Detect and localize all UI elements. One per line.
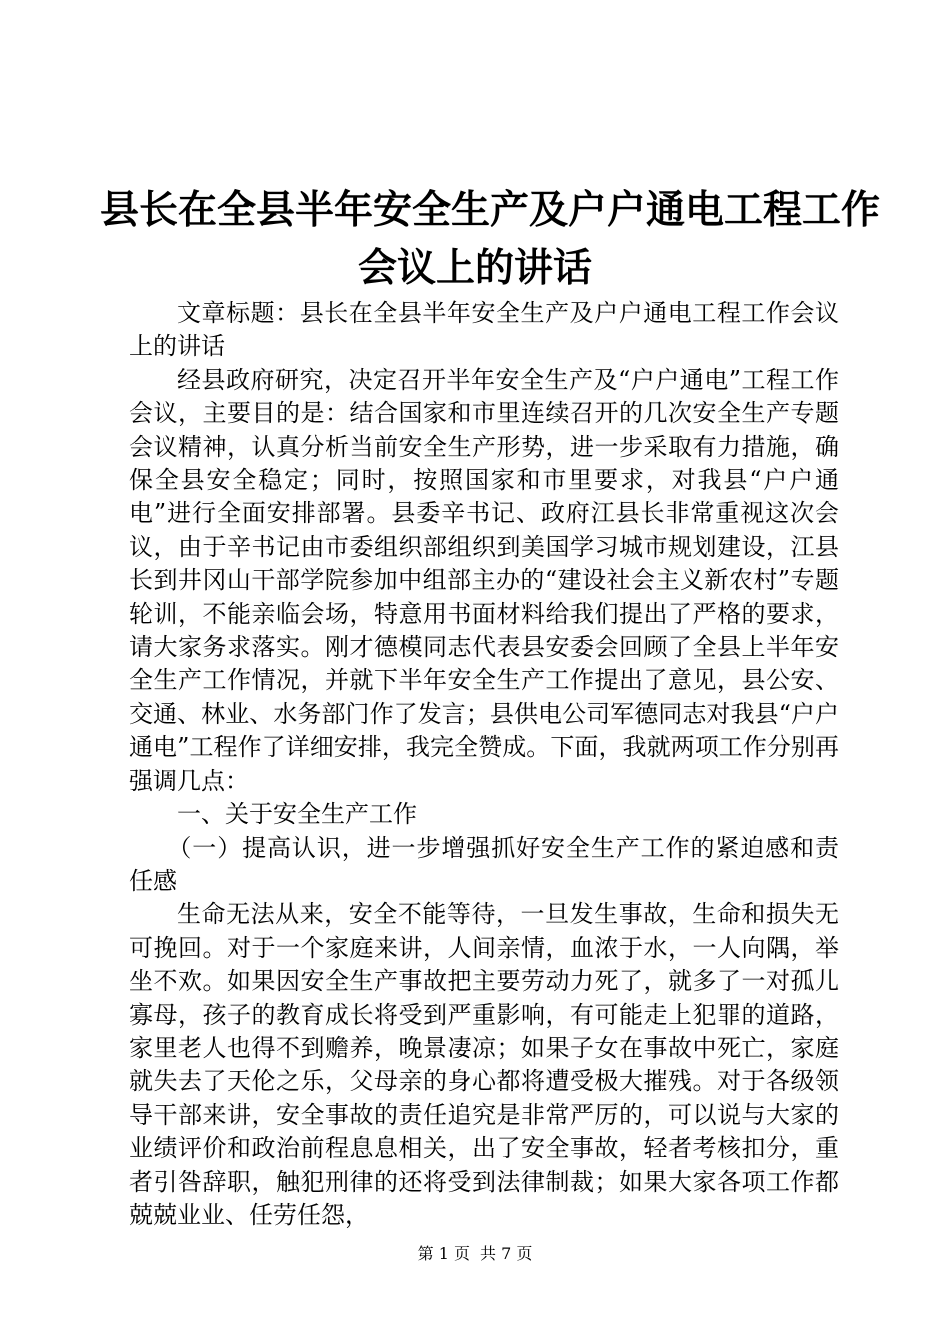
paragraph-intro: 经县政府研究，决定召开半年安全生产及“户户通电”工程工作会议，主要目的是：结合国家和市里连续召开的几次安全生产专题会议精神，认真分析当前安全生产形势，进一步采取有力措施，确保全县安全稳定；同时，按照国家和市里要求，对我县“户户通电”进行全面安排部署。县委辛书记、政府江县长非常重视这次会议，由于辛书记由市委组织部组织到美国学习城市规划建设，江县长到井冈山干部学院参加中组部主办的“建设社会主义新农村”专题轮训，不能亲临会场，特意用书面材料给我们提出了严格的要求，请大家务求落实。刚才德模同志代表县安委会回顾了全县上半年安全生产工作情况，并就下半年安全生产工作提出了意见，县公安、交通、林业、水务部门作了发言；县供电公司军德同志对我县“户户通电”工程作了详细安排，我完全赞成。下面，我就两项工作分别再强调几点： (129, 365, 839, 795)
document-title-line-1: 县长在全县半年安全生产及户户通电工程工作 (100, 188, 881, 233)
subsection-heading: （一）提高认识，进一步增强抓好安全生产工作的紧迫感和责任感 (129, 833, 839, 895)
page-total: 共 7 页 (480, 1244, 533, 1263)
paragraph-article-title: 文章标题：县长在全县半年安全生产及户户通电工程工作会议上的讲话 (129, 299, 839, 361)
page-footer (0, 1245, 950, 1263)
document-title-line-2: 会议上的讲话 (357, 246, 592, 291)
section-heading: 一、关于安全生产工作 (177, 800, 417, 829)
paragraph-body: 生命无法从来，安全不能等待，一旦发生事故，生命和损失无可挽回。对于一个家庭来讲，人间亲情，血浓于水，一人向隅，举坐不欢。如果因安全生产事故把主要劳动力死了，就多了一对孤儿寡母，孩子的教育成长将受到严重影响，有可能走上犯罪的道路，家里老人也得不到赡养，晚景凄凉；如果子女在事故中死亡，家庭就失去了天伦之乐，父母亲的身心都将遭受极大摧残。对于各级领导干部来讲，安全事故的责任追究是非常严厉的，可以说与大家的业绩评价和政治前程息息相关，出了安全事故，轻者考核扣分，重者引咎辞职，触犯刑律的还将受到法律制裁；如果大家各项工作都兢兢业业、任劳任怨， (129, 900, 839, 1229)
document-body (129, 297, 839, 1232)
page-number: 第 1 页 (417, 1244, 470, 1263)
